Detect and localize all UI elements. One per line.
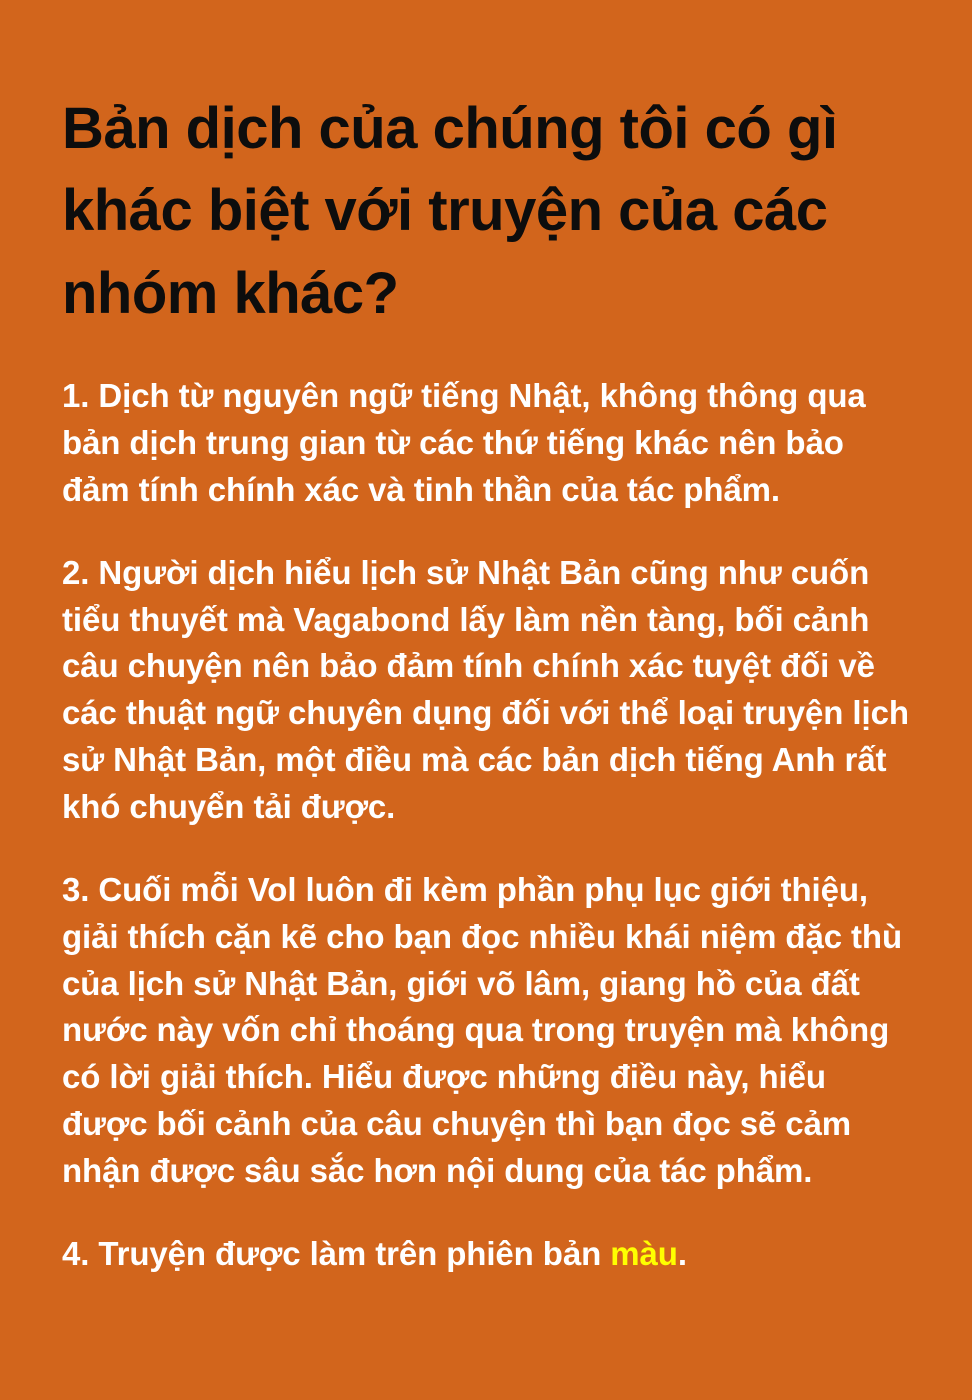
list-item: 1. Dịch từ nguyên ngữ tiếng Nhật, không thông qua bản dịch trung gian từ các thứ tiếng khác nên bảo đảm tính chính xác và tinh thần của tác phẩm. xyxy=(62,377,866,508)
list-item-prefix: 4. Truyện được làm trên phiên bản xyxy=(62,1234,611,1272)
page-title: Bản dịch của chúng tôi có gì khác biệt với truyện của các nhóm khác? xyxy=(62,96,838,326)
list-item-suffix: . xyxy=(677,1234,687,1272)
highlight-text: màu xyxy=(610,1234,678,1272)
list-item: 3. Cuối mỗi Vol luôn đi kèm phần phụ lục giới thiệu, giải thích cặn kẽ cho bạn đọc nhiều khái niệm đặc thù của lịch sử Nhật Bản, giới võ lâm, giang hồ của đất nước này vốn chỉ thoáng qua trong truyện mà không có lời giải thích. Hiểu được những điều này, hiểu được bối cảnh của câu chuyện thì bạn đọc sẽ cảm nhận được sâu sắc hơn nội dung của tác phẩm. xyxy=(62,870,903,1189)
list-item: 2. Người dịch hiểu lịch sử Nhật Bản cũng như cuốn tiểu thuyết mà Vagabond lấy làm nền tàng, bối cảnh câu chuyện nên bảo đảm tính chính xác tuyệt đối về các thuật ngữ chuyên dụng đối với thể loại truyện lịch sử Nhật Bản, một điều mà các bản dịch tiếng Anh rất khó chuyển tải được. xyxy=(62,553,909,825)
list-item xyxy=(62,1231,910,1278)
